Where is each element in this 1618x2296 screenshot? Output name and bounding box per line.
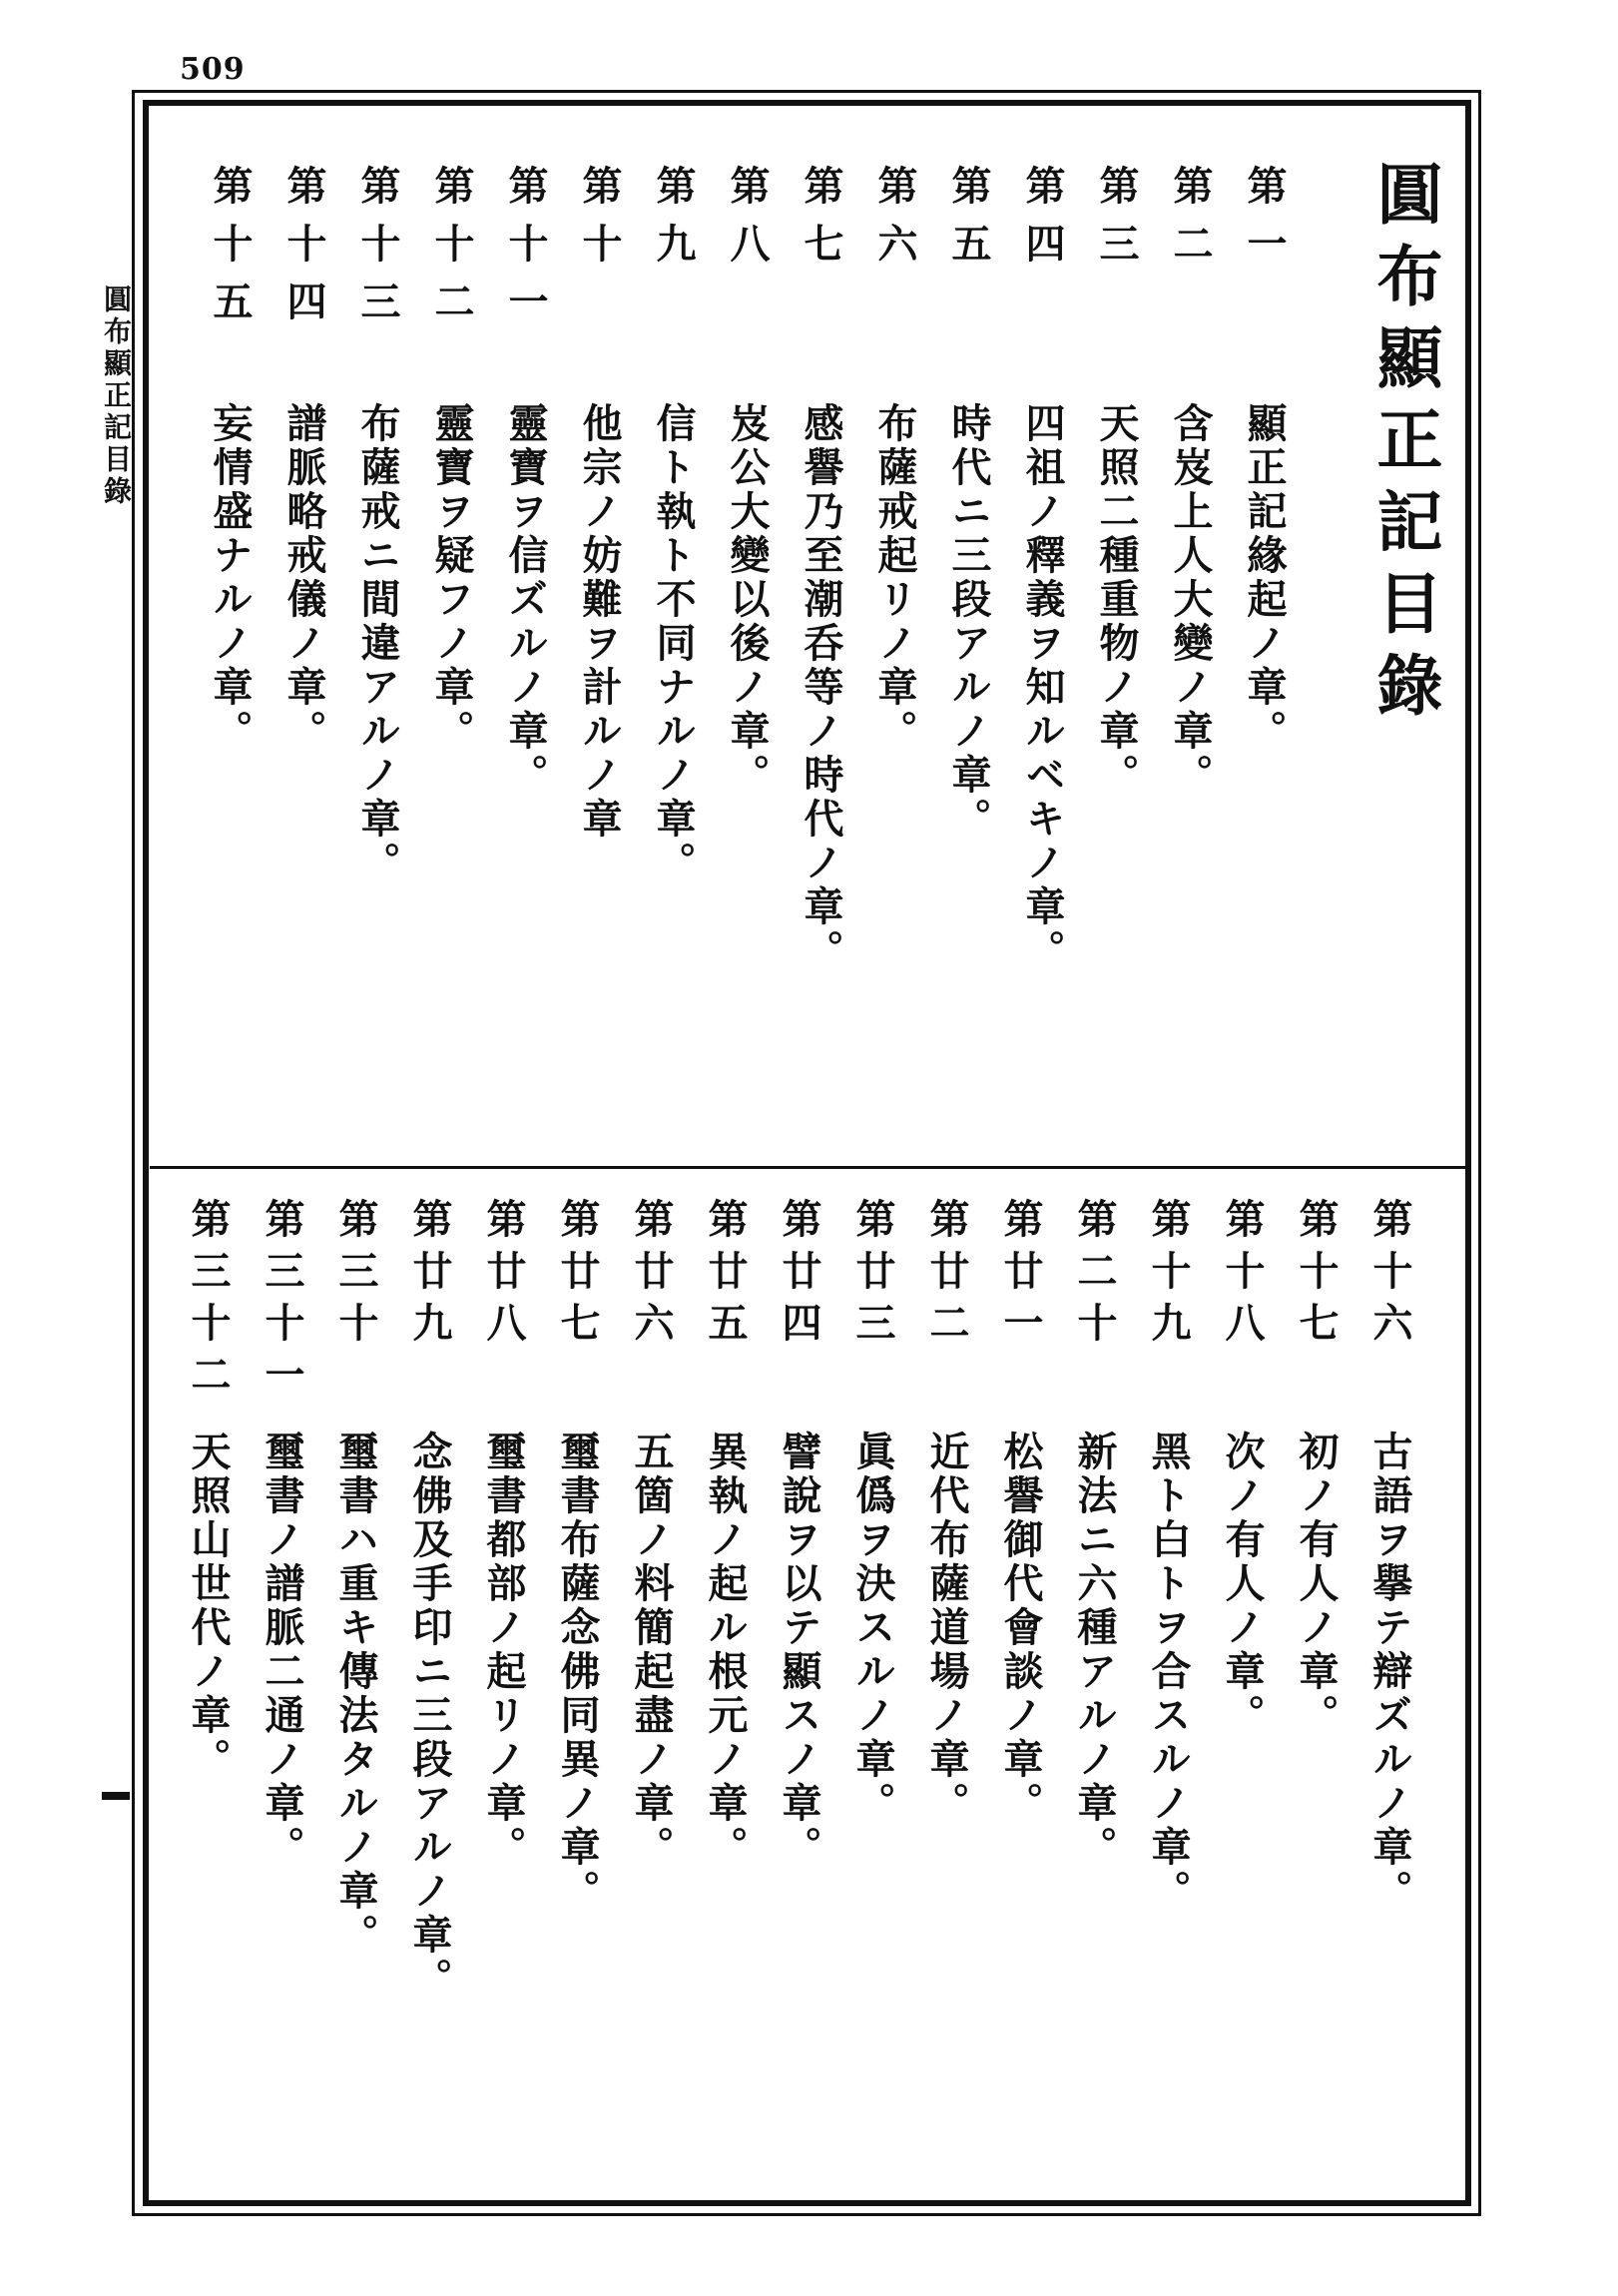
chapter-number: 第十六 [1366, 1198, 1413, 1354]
chapter-number: 第十一 [502, 165, 549, 338]
chapter-number: 第廿五 [702, 1198, 749, 1354]
chapter-number: 第三十 [332, 1198, 379, 1354]
toc-entry [327, 1198, 384, 1958]
chapter-title: 譜脈略戒儀ノ章。 [280, 402, 327, 754]
chapter-number: 第六 [871, 165, 918, 281]
chapter-number: 第十五 [207, 165, 254, 338]
toc-entry [202, 165, 259, 754]
margin-mark [102, 1792, 130, 1800]
toc-entry [645, 165, 702, 885]
chapter-title: 念佛及手印ニ三段アルノ章。 [406, 1431, 453, 2002]
toc-entry [1361, 1198, 1418, 1914]
side-running-title: 圓布顯正記目錄 [100, 285, 133, 508]
chapter-title: 含岌上人大變ノ章。 [1167, 402, 1214, 798]
toc-entry [992, 1198, 1049, 1826]
chapter-number: 第五 [945, 165, 992, 281]
chapter-title: 松譽御代會談ノ章。 [997, 1431, 1044, 1826]
toc-entry [1066, 1198, 1123, 1870]
chapter-title: 顯正記緣起ノ章。 [1241, 402, 1288, 754]
chapter-title: 時代ニ三段アルノ章。 [945, 402, 992, 842]
toc-entry [1288, 1198, 1345, 1738]
toc-entry [254, 1198, 310, 1870]
chapter-title: 璽書ノ譜脈二通ノ章。 [259, 1431, 305, 1870]
chapter-title: 天照二種重物ノ章。 [1093, 402, 1140, 798]
chapter-number: 第十九 [1145, 1198, 1192, 1354]
chapter-title: 靈寶ヲ信ズルノ章。 [502, 402, 549, 798]
chapter-title: 靈寶ヲ疑フノ章。 [428, 402, 475, 754]
page-title: 圓布顯正記目錄 [1365, 160, 1443, 733]
chapter-number: 第四 [1019, 165, 1066, 281]
chapter-number: 第二 [1167, 165, 1214, 281]
chapter-number: 第八 [724, 165, 771, 281]
chapter-number: 第廿二 [923, 1198, 970, 1354]
chapter-title: 妄情盛ナルノ章。 [207, 402, 254, 754]
chapter-title: 四祖ノ釋義ヲ知ルベキノ章。 [1019, 402, 1066, 973]
toc-entry [180, 1198, 237, 1782]
chapter-number: 第三十一 [259, 1198, 305, 1406]
chapter-title: 璽書ハ重キ傳法タルノ章。 [332, 1431, 379, 1958]
toc-entry [793, 165, 849, 973]
chapter-title: 譬說ヲ以テ顯スノ章。 [776, 1431, 822, 1870]
chapter-number: 第廿九 [406, 1198, 453, 1354]
toc-entry [1014, 165, 1071, 973]
toc-entry [1140, 1198, 1197, 1914]
toc-entry [918, 1198, 975, 1826]
chapter-title: 感譽乃至潮呑等ノ時代ノ章。 [798, 402, 844, 973]
chapter-title: 五箇ノ料簡起盡ノ章。 [628, 1431, 675, 1870]
section-divider [150, 1166, 1465, 1169]
chapter-number: 第九 [650, 165, 697, 281]
chapter-number: 第三 [1093, 165, 1140, 281]
chapter-number: 第廿六 [628, 1198, 675, 1354]
toc-entry [771, 1198, 827, 1870]
chapter-title: 眞僞ヲ決スルノ章。 [849, 1431, 896, 1826]
toc-entry [571, 165, 628, 842]
chapter-number: 第十八 [1219, 1198, 1266, 1354]
toc-entry [1162, 165, 1219, 798]
chapter-title: 異執ノ起ル根元ノ章。 [702, 1431, 749, 1870]
toc-entry [549, 1198, 606, 1914]
chapter-number: 第一 [1241, 165, 1288, 281]
chapter-title: 布薩戒起リノ章。 [871, 402, 918, 754]
chapter-number: 第廿八 [480, 1198, 527, 1354]
toc-entry [1088, 165, 1145, 798]
chapter-number: 第十 [576, 165, 623, 281]
chapter-title: 布薩戒ニ間違アルノ章。 [354, 402, 401, 885]
toc-entry [349, 165, 406, 885]
toc-entry [697, 1198, 754, 1870]
chapter-number: 第廿三 [849, 1198, 896, 1354]
chapter-number: 第二十 [1071, 1198, 1118, 1354]
chapter-number: 第十二 [428, 165, 475, 338]
toc-entry [623, 1198, 680, 1870]
chapter-number: 第廿一 [997, 1198, 1044, 1354]
toc-entry [844, 1198, 901, 1826]
toc-entry [1236, 165, 1293, 754]
chapter-number: 第廿四 [776, 1198, 822, 1354]
toc-entry [275, 165, 332, 754]
chapter-title: 近代布薩道場ノ章。 [923, 1431, 970, 1826]
chapter-title: 黑ト白トヲ合スルノ章。 [1145, 1431, 1192, 1914]
chapter-number: 第廿七 [554, 1198, 601, 1354]
toc-entry [940, 165, 997, 842]
chapter-title: 古語ヲ擧テ辯ズルノ章。 [1366, 1431, 1413, 1914]
toc-entry [401, 1198, 458, 2002]
chapter-title: 初ノ有人ノ章。 [1293, 1431, 1340, 1738]
page-number: 509 [180, 52, 246, 87]
chapter-title: 璽書都部ノ起リノ章。 [480, 1431, 527, 1870]
chapter-number: 第十三 [354, 165, 401, 338]
chapter-title: 天照山世代ノ章。 [185, 1431, 232, 1782]
toc-entry [497, 165, 554, 798]
toc-entry [475, 1198, 532, 1870]
toc-entry [1214, 1198, 1271, 1738]
chapter-title: 岌公大變以後ノ章。 [724, 402, 771, 798]
chapter-number: 第七 [798, 165, 844, 281]
chapter-title: 璽書布薩念佛同異ノ章。 [554, 1431, 601, 1914]
chapter-title: 新法ニ六種アルノ章。 [1071, 1431, 1118, 1870]
chapter-title: 次ノ有人ノ章。 [1219, 1431, 1266, 1738]
toc-entry [423, 165, 480, 754]
toc-entry [719, 165, 776, 798]
chapter-title: 信ト執ト不同ナルノ章。 [650, 402, 697, 885]
chapter-title: 他宗ノ妨難ヲ計ルノ章 [576, 402, 623, 842]
chapter-number: 第十七 [1293, 1198, 1340, 1354]
toc-entry [866, 165, 923, 754]
chapter-number: 第十四 [280, 165, 327, 338]
chapter-number: 第三十二 [185, 1198, 232, 1406]
